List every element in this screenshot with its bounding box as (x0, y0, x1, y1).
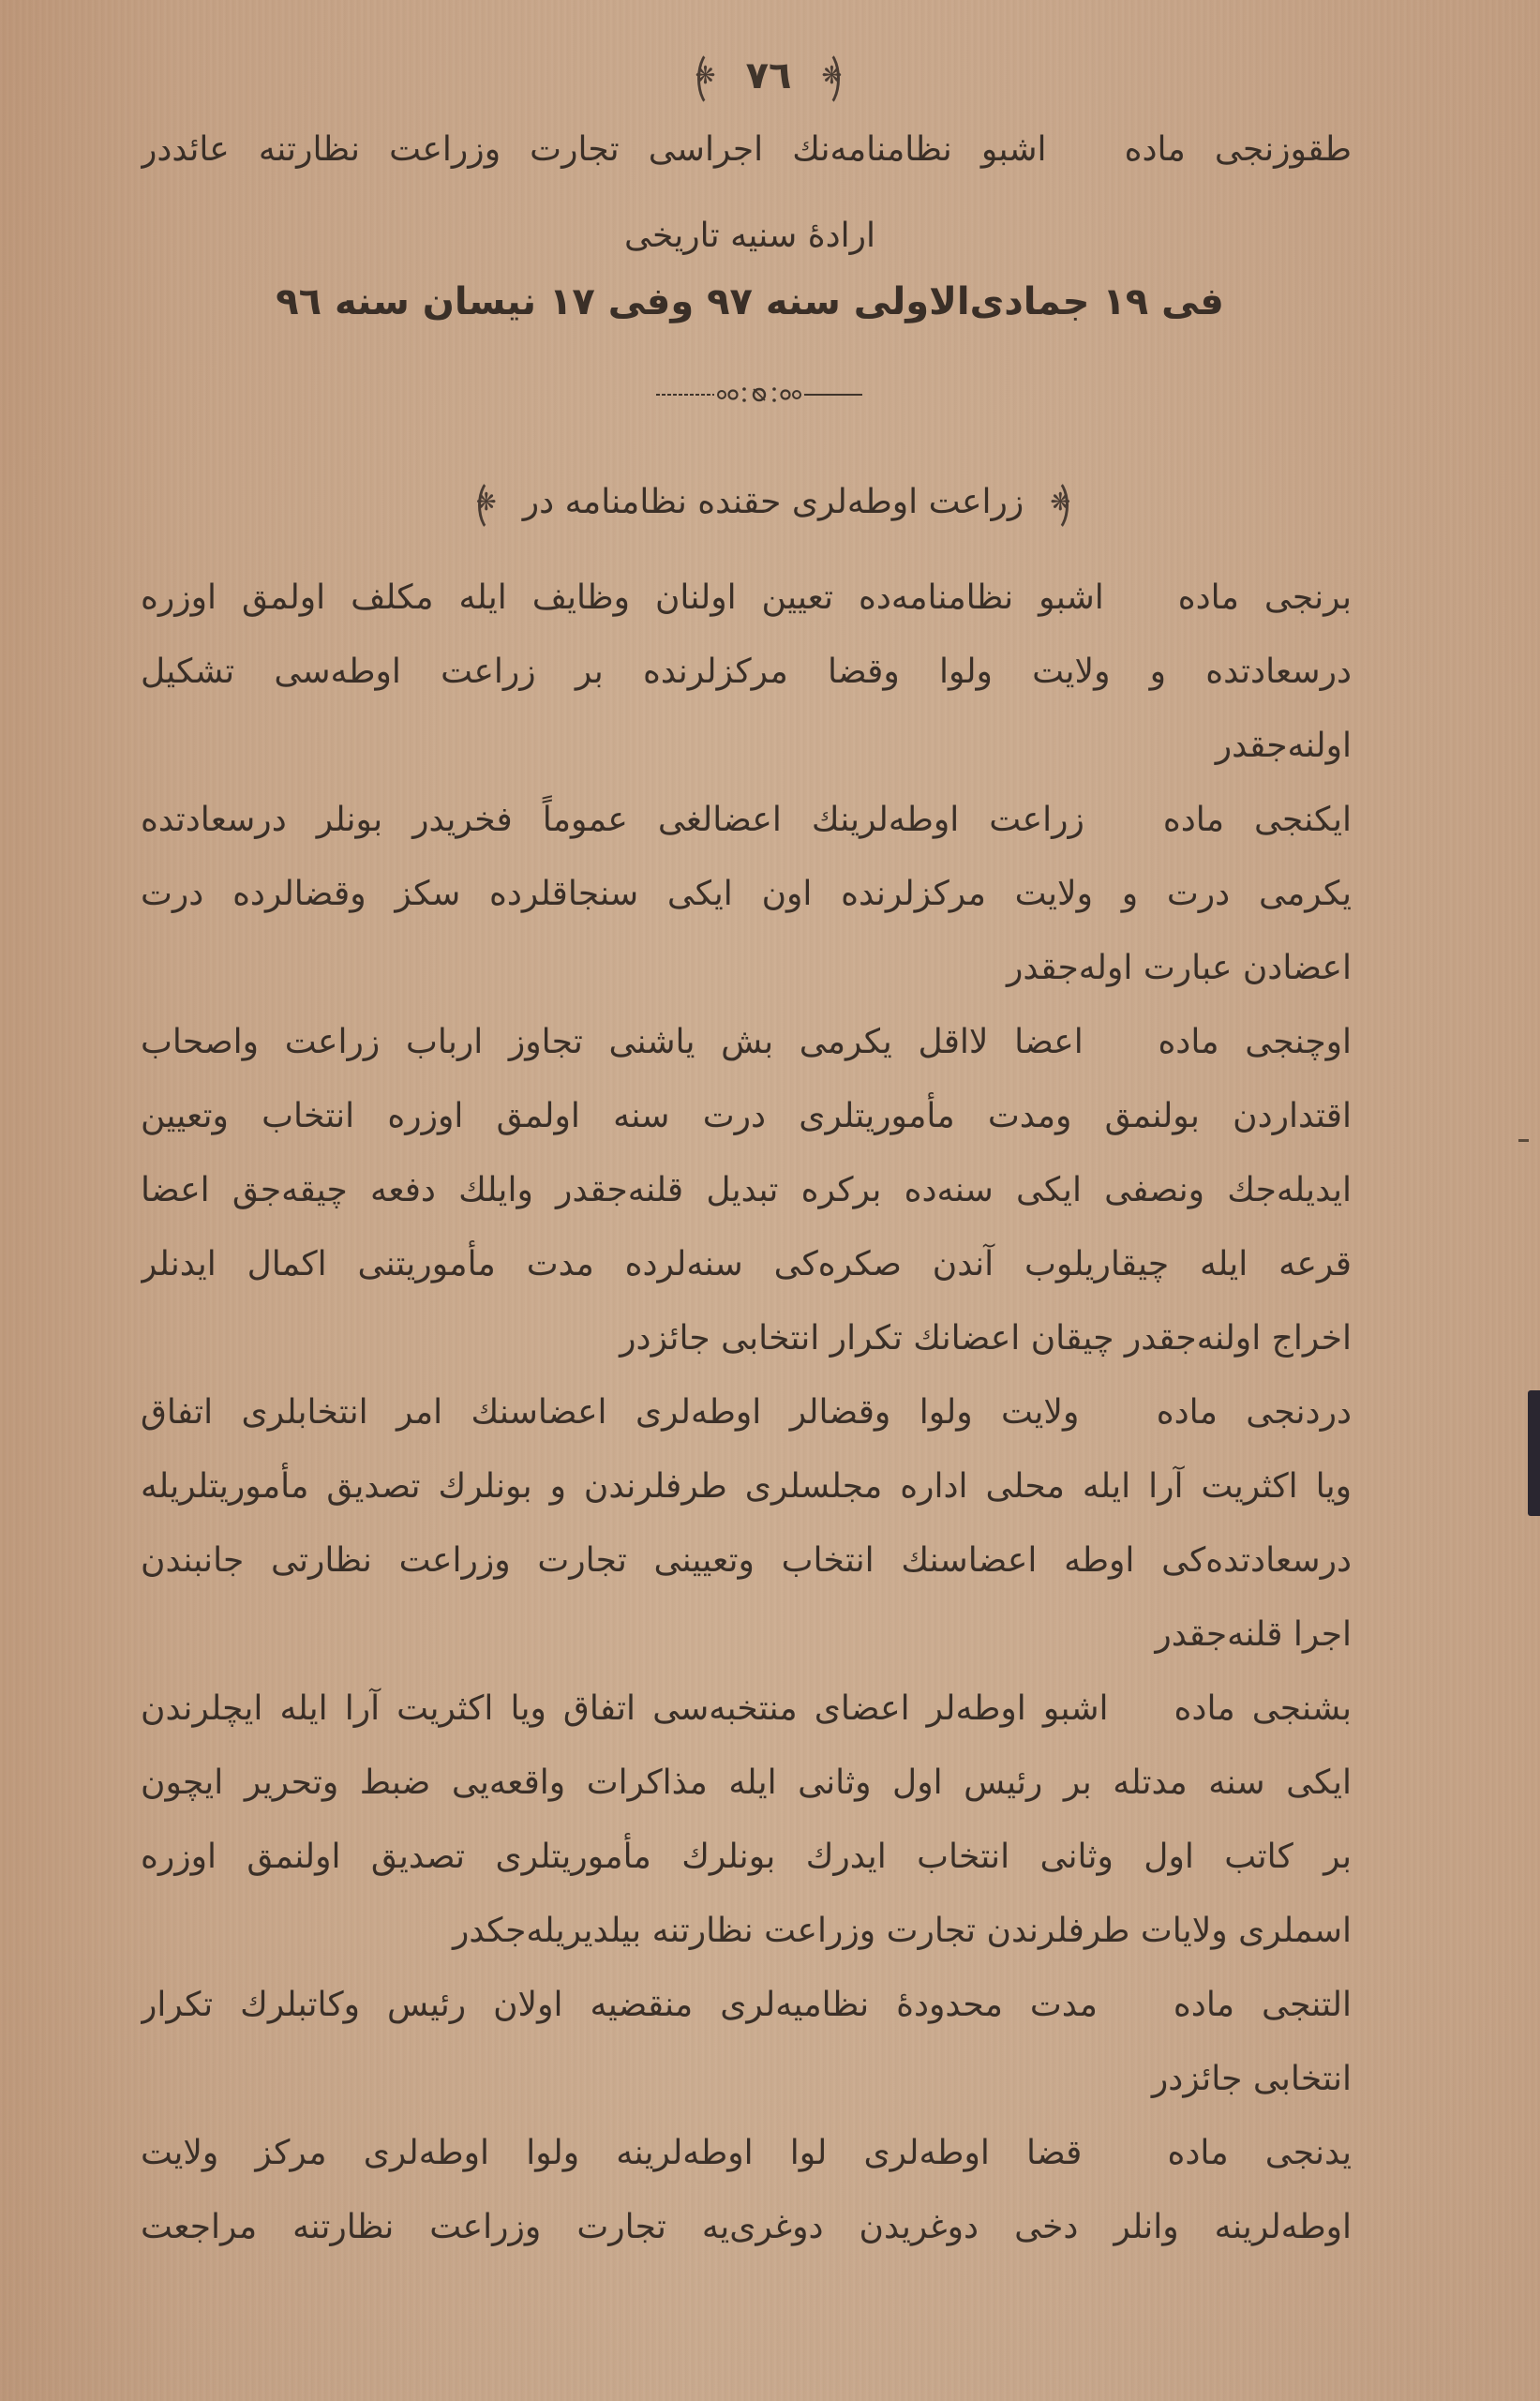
article-3-line-5: اخراج اولنه‌جقدر چیقان اعضانك تکرار انتخابی جائزدر (620, 1319, 1352, 1358)
article-text: قضا اوطه‌لری لوا اوطه‌لرینه ولوا اوطه‌لری مرکز ولایت (141, 2134, 1083, 2172)
article-2-line-3: اعضادن عبارت اوله‌جقدر (1006, 949, 1352, 987)
article-text: اشبو اوطه‌لر اعضای منتخبه‌سی اتفاق ویا اکثریت آرا ایله ایچلرندن (141, 1689, 1109, 1728)
header-article-line (141, 113, 1352, 188)
ornamental-divider-icon (656, 384, 862, 405)
article-label: برنجی ماده (1177, 578, 1352, 617)
article-label: اوچنجی ماده (1158, 1023, 1352, 1061)
body-text (141, 561, 1352, 2264)
page-number-block (656, 47, 881, 105)
article-label: دردنجی ماده (1156, 1393, 1352, 1432)
article-text: اشبو نظامنامه‌نك اجراسی تجارت وزراعت نظارتنه عائددر (141, 130, 1047, 169)
page-number: ٧٦ (745, 54, 792, 98)
article-label: طقوزنجی ماده (1124, 130, 1352, 169)
article-label: ایکنجی ماده (1162, 801, 1352, 839)
article-6-line-1 (141, 1968, 1352, 2042)
article-5-line-4: اسملری ولایات طرفلرندن تجارت وزراعت نظارتنه بیلدیریله‌جکدر (452, 1912, 1352, 1950)
article-2-line-2: یکرمی درت و ولایت مرکزلرنده اون ایکی سنجاقلرده سکز وقضالرده درت (141, 875, 1352, 913)
bracket-arc-icon (475, 478, 508, 533)
flower-ornament-icon: ❋ (821, 62, 843, 90)
flower-ornament-icon: ❋ (1050, 488, 1071, 517)
article-4-line-2: ویا اکثریت آرا ایله محلی اداره مجلسلری طرفلرندن و بونلرك تصدیق مأموریتلریله (141, 1467, 1352, 1506)
article-6-line-2: انتخابی جائزدر (1151, 2060, 1352, 2098)
article-5-line-2: ایکی سنه مدتله بر رئیس اول وثانی ایله مذاکرات واقعه‌یی ضبط وتحریر ایچون (141, 1763, 1352, 1802)
regulation-title (403, 469, 1144, 536)
article-label: یدنجی ماده (1167, 2134, 1352, 2172)
article-1-line-1 (141, 561, 1352, 635)
article-3-line-2: اقتداردن بولنمق ومدت مأموریتلری درت سنه اولمق اوزره انتخاب وتعیین (141, 1097, 1352, 1135)
article-3-line-3: ایدیله‌جك ونصفی ایکی سنه‌ده برکره تبدیل قلنه‌جقدر وایلك دفعه چیقه‌جق اعضا (141, 1171, 1352, 1209)
ornament-right (815, 48, 847, 104)
article-label: التنجی ماده (1173, 1986, 1352, 2024)
bracket-arc-icon (697, 50, 727, 108)
bracket-arc-icon (810, 50, 840, 108)
article-4-line-1 (141, 1375, 1352, 1449)
title-ornament-right (1044, 476, 1076, 529)
article-4-line-3: درسعادتده‌کی اوطه اعضاسنك انتخاب وتعیینی تجارت وزراعت نظارتی جانبندن (141, 1541, 1352, 1580)
header-decree-line: ارادهٔ سنیه تاریخی (624, 217, 875, 255)
article-5-line-3: بر کاتب اول وثانی انتخاب ایدرك بونلرك مأموریتلری تصدیق اولنمق اوزره (141, 1838, 1352, 1876)
article-3-line-1 (141, 1005, 1352, 1079)
page-edge-tab-mark (1528, 1390, 1540, 1516)
article-label: بشنجی ماده (1174, 1689, 1352, 1728)
article-2-line-1 (141, 783, 1352, 857)
article-1-line-2: درسعادتده و ولایت ولوا وقضا مرکزلرنده بر زراعت اوطه‌سی تشکیل (141, 653, 1352, 691)
article-text: زراعت اوطه‌لرینك اعضالغی عموماً فخریدر بونلر درسعادتده (141, 801, 1084, 839)
flower-ornament-icon: ❋ (475, 488, 497, 517)
article-7-line-1 (141, 2116, 1352, 2190)
article-4-line-4: اجرا قلنه‌جقدر (1155, 1615, 1352, 1654)
flower-ornament-icon: ❋ (695, 62, 716, 90)
title-ornament-left (471, 476, 502, 529)
header-date-line: فی ١٩ جمادی‌الاولی سنه ٩٧ وفی ١٧ نیسان سنه ٩٦ (276, 280, 1224, 323)
margin-dash-mark (1518, 1139, 1529, 1142)
article-text: اعضا لااقل یکرمی بش یاشنی تجاوز ارباب زراعت واصحاب (141, 1023, 1084, 1061)
article-3-line-4: قرعه ایله چیقاریلوب آندن صکره‌کی سنه‌لرده مدت مأموریتنی اکمال ایدنلر (141, 1245, 1352, 1283)
article-7-line-2: اوطه‌لرینه وانلر دخی دوغریدن دوغری‌یه تجارت وزراعت نظارتنه مراجعت (141, 2208, 1352, 2246)
article-5-line-1 (141, 1672, 1352, 1746)
ornament-left (690, 48, 722, 104)
title-text: زراعت اوطه‌لری حقنده نظامنامه در (522, 483, 1024, 521)
article-text: ولایت ولوا وقضالر اوطه‌لری اعضاسنك امر انتخابلری اتفاق (141, 1393, 1080, 1432)
article-1-line-3: اولنه‌جقدر (1215, 727, 1352, 765)
bracket-arc-icon (1039, 478, 1069, 533)
article-text: مدت محدودهٔ نظامیه‌لری منقضیه اولان رئیس وکاتبلرك تکرار (141, 1986, 1098, 2024)
article-text: اشبو نظامنامه‌ده تعیین اولنان وظایف ایله مکلف اولمق اوزره (141, 578, 1104, 617)
